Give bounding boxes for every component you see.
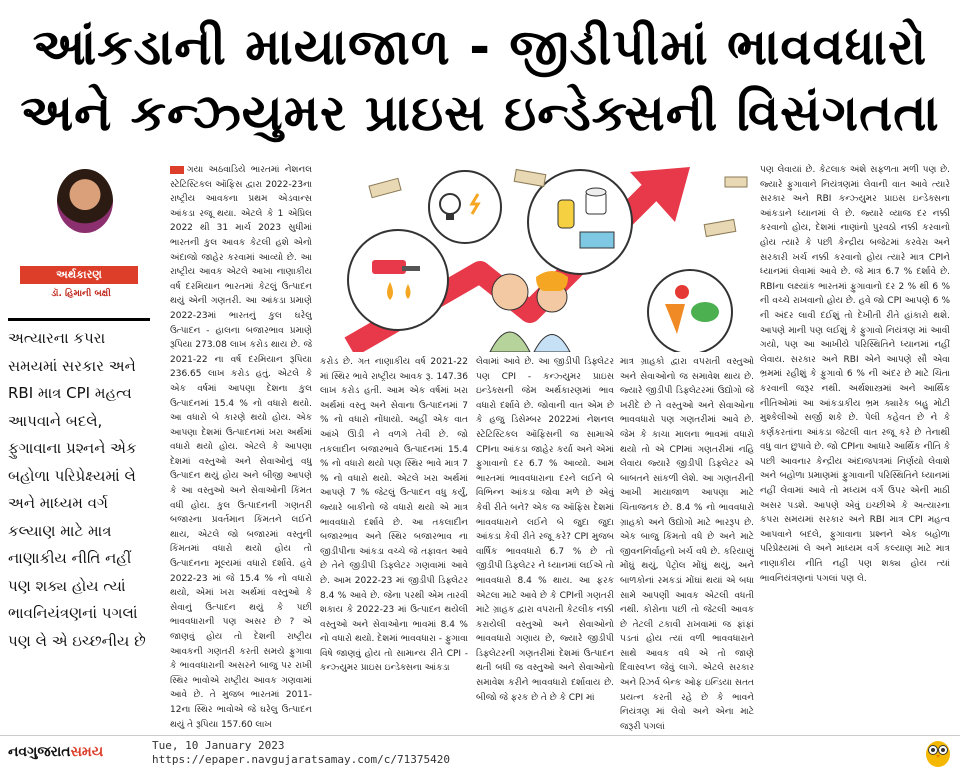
- article-column-5: પણ લેવાયાં છે. કેટલાક અંશે સફળતા મળી પણ છે. જ્યારે ફુગાવાને નિયંત્રણમાં લેવાની વાત આવે ત્યારે સરકાર અને RBI કન્ઝ્યુમર પ્રાઇસ ઇન્ડેક્સના આંકડાને ધ્યાનમાં લે છે. જ્યારે વ્યાજ દર નક્કી કરવાનો હોય, દેશમાં નાણાંનો પુરવઠો નક્કી કરવાનો હોય ત્યારે કે પછી કેન્દ્રીય બજેટમાં કરવેરા અને સરકારી ખર્ચ નક્કી કરવાનો હોય ત્યારે માત્ર CPIને ધ્યાનમાં લેવામાં આવે છે. જે માત્ર 6.7 % દર્શાવે છે. RBIના લક્ષ્યાંક ભારતમાં ફુગાવાનો દર 2 % થી 6 % ની વચ્ચે રાખવાનો હોય છે. હવે જો CPI આપણે 6 % ની અંદર લાવી દઈશું તો દેખીતી રીતે હાંકારો થશે. આપણે માની પણ લઈશું કે ફુગાવો નિયંત્રણ માં આવી ગયો, પણ આ આખીયે પરિસ્થિતિને ધ્યાનમાં નહીં લેવાય. સરકાર અને RBI એને આપણે સૌ એવા ભ્રમમાં રહીશું કે ફુગાવો 6 % ની અંદર છે માટે ચિંતા કરવાની જરૂર નથી. અર્થશાસ્ત્રમાં અને આર્થિક નીતિઓમાં આ આંકડાકીય ભ્રમ ક્યારેક બહુ મોટી મુશ્કેલીઓ સર્જી શકે છે. પેલી કહેવત છે ને કે કર્ણકરતાંના આંકડા જેટલી વાત રજૂ કરે છે તેનાથી વધુ વાત છુપાવે છે. જો CPIના આધારે આર્થિક નીતિ કે પછી આવનાર કેન્દ્રીય અંદાજપત્રમાં નિર્ણયો લેવાશે અને બહોળા પ્રમાણમાં ફુગાવાની પરિસ્થિતિને ધ્યાનમાં નહીં લેવામાં આવે તો મધ્યમ વર્ગ ઉપર એની માઠી અસર પડશે. આપણે એવું ઇચ્છીએ કે અત્યારના કપરા સમયમાં સરકાર અને RBI માત્ર CPI મહત્વ આપવાને બદલે, ફુગાવાના પ્રશ્નને એક બહોળા પરિપ્રેક્ષ્યમાં લે અને માધ્યમ વર્ગ કલ્યાણ માટે માત્ર નાણાકીય નીતિ નહીં પણ શક્ય હોય ત્યાં ભાવનિયંત્રણનાં પગલાં પણ લે.: [760, 165, 950, 584]
- article-column-2: કરોડ છે. ગત નાણાકીય વર્ષ 2021-22 માં સ્થિર ભાવે રાષ્ટ્રીય આવક રૂ. 147.36 લાખ કરોડ હતી. આમ એક વર્ષમાં ખરા અર્થમાં વસ્તુ અને સેવાના ઉત્પાદનમાં 7 % નો વધારો નોંધાયો. અહીં એક વાત આંખે ઊડી ને વળગે તેવી છે. જો તકલાદીન બજારભાવે ઉત્પાદનમાં 15.4 % નો વધારો થયો પણ સ્થિર ભાવે માત્ર 7 % નો વધારો થયો. એટલે ખરા અર્થમાં આપણે 7 % જેટલું ઉત્પાદન વધુ કર્યું, જ્યારે બાકીનો જે વધારો થયો એ માત્ર ભાવવધારો દર્શાવે છે. આ તકલાદીન બજારભાવ અને સ્થિર બજારભાવ ના જીડીપીના આંકડા વચ્ચે જે તફાવત આવે છે તેને જીડીપી ડિફ્લેટર ગણવામાં આવે છે. આમ 2022-23 માં જીડીપી ડિફ્લેટર 8.4 % આવે છે. જેના પરથી એમ તારવી શકાય કે 2022-23 માં ઉત્પાદન થયેલી વસ્તુઓ અને સેવાઓના ભાવમાં 8.4 % નો વધારો થયો. દેશમાં ભાવવધારા - ફુગાવા વિષે જાણવું હોય તો સામાન્ય રીતે CPI - કન્ઝ્યુમર પ્રાઇસ ઇન્ડેક્સના આંકડા: [320, 357, 468, 674]
- owl-mascot-icon: [922, 736, 954, 768]
- edition-url[interactable]: https://epaper.navgujaratsamay.com/c/71375420: [152, 753, 451, 766]
- logo-main-text: નવગુજરાત: [8, 744, 71, 760]
- edition-date: Tue, 10 January 2023: [152, 739, 285, 752]
- toilet-roll-icon: [586, 188, 606, 214]
- illustration: [330, 162, 750, 352]
- author-name: ડૉ. હિમાની બક્ષી: [51, 289, 111, 299]
- author-box: [12, 163, 150, 307]
- column-1-text: ગયા અઠવાડિયે ભારતમાં નેશનલ સ્ટેટિસ્ટિકલ ઑફિસ દ્વારા 2022-23ના રાષ્ટ્રીય આવકના પ્રથમ એડવાન્સ આંકડા રજૂ થયા. એટલે કે 1 એપ્રિલ 2022 થી 31 માર્ચ 2023 સુધીમાં ભારતની કુલ આવક કેટલી હશે એનો અંદાજો જાહેર કરવામાં આવ્યો છે. આ રાષ્ટ્રીય આવક એટલે આખા નાણાકીય વર્ષ દરમિયાન ભારતમાં કેટલું ઉત્પાદન થયું એની ગણતરી. આ આંકડા પ્રમાણે 2022-23માં ભારતનું કુલ ઘરેલુ ઉત્પાદન - હાલના બજારભાવ પ્રમાણે રૂપિયા 273.08 લાખ કરોડ થાય છે. જે 2021-22 ના વર્ષ દરમિયાન રૂપિયા 236.65 લાખ કરોડ હતું. એટલે કે એક વર્ષમાં આપણા દેશના કુલ ઉત્પાદનમાં 15.4 % નો વધારો થયો. આ વધારો બે કારણે થયો હોય. એક આપણા દેશમાં ઉત્પાદનમાં ખરા અર્થમાં વધારો થયો હોય. એટલે કે આપણા દેશમાં વસ્તુઓ અને સેવાઓનું વધુ ઉત્પાદન થયું હોય અને બીજી આપણે કે આ વસ્તુઓ અને સેવાઓની કિંમત વધી હોય. કુલ ઉત્પાદનની ગણતરી બજારના પ્રવર્તમાન કિંમતને લઈને થાય, એટલે જો બજારમાં વસ્તુની કિંમતમાં વધારો થયો હોય તો ઉત્પાદનના મૂલ્યમાં વધારો દર્શાવે. હવે 2022-23 માં જે 15.4 % નો વધારો થયો, એમાં ખરા અર્થમાં વસ્તુઓ કે સેવાનું ઉત્પાદન થયું કે પછી ભાવવધારાની પણ અસર છે ? એ જાણવું હોય તો દેશની રાષ્ટ્રીય આવકની ગણતરી કરતી સમયે ફુગાવા કે ભાવવધારાની અસરને બાજુ પર રાખી સ્થિર ભાવોએ રાષ્ટ્રીય આવક ગણવામાં આવે છે. તે મુજબ ભારતમાં 2011-12ના સ્થિર ભાવોએ જે ઘરેલુ ઉત્પાદન થયું તે રૂપિયા 157.60 લાખ: [170, 165, 312, 730]
- logo-accent-text: સમય: [70, 744, 104, 760]
- dropcap-marker: [170, 166, 184, 174]
- article-column-4: માત્ર ગ્રાહકો દ્વારા વપરાતી વસ્તુઓ અને સેવાઓનો જ સમાવેશ થાય છે. જ્યારે જીડીપી ડિફ્લેટરમાં ઉદ્યોગો જે ખરીદે છે તે વસ્તુઓ અને સેવાઓના ભાવવધારો પણ ગણતરીમાં આવે છે. જેમ કે કાચા માલના ભાવમાં વધારો થયો તો એ CPIમાં ગણતરીમાં નહિ લેવાય જ્યારે જીડીપી ડિફ્લેટર એ બાબતને સાંકળી લેશે. આ ગણતરીની આખી માયાજાળ આપણા માટે ચિંતાજનક છે. 8.4 % નો ભાવવધારો ગ્રાહકો અને ઉદ્યોગો માટે ભારરૂપ છે. એક બાજુ કિંમતો વધે છે અને માટે જીવનનિર્વાહનો ખર્ચ વધે છે. કરિયાણું મોંઘું થયું, પેટ્રોલ મોંઘું થયું, અને બાળકોનાં રમકડાં મોંઘાં થયાં એ બધા સામે આપણી આવક એટલી વધતી નથી. કોરોના પછી તો જેટલી આવક છે તેટલી ટકાવી રાખવામાં જ ફાંફાં પડતાં હોય ત્યાં વળી ભાવવધારાને સાથે આવક વધે એ તો જાણે દિવાસ્વપ્ન જેવું લાગે. એટલે સરકાર અને રિઝર્વ બેન્ક ઓફ ઇન્ડિયા સતત પ્રયત્ન કરતી રહે છે કે ભાવને નિયંત્રણ માં લેવો અને એના માટે જરૂરી પગલાં: [620, 357, 754, 732]
- article-column-1: [170, 163, 312, 743]
- headline-line-1: આંકડાની માયાજાળ - જીડીપીમાં ભાવવધારો: [32, 18, 928, 76]
- tissue-box-icon: [580, 232, 614, 248]
- headline: [0, 0, 960, 152]
- article-column-3: લેવામાં આવે છે. આ જીડીપી ડિફ્લેટર પણ CPI - કન્ઝ્યુમર પ્રાઇસ ઇન્ડેક્સની જેમ અર્થકારણમાં ભાવ વધારો દર્શાવે છે. જોવાની વાત એમ છે કે હજુ ડિસેમ્બર 2022માં નેશનલ સ્ટેટિસ્ટિકલ ઑફિસની જ સામાએ CPIના આંકડા જાહેર કર્યા અને એમાં ફુગાવાનો દર 6.7 % આવ્યો. આમ ભારતમાં ભાવવધારાના દરને લઈને બે વિભિન્ન આંકડા જોવા મળે છે એવું કેવી રીતે બને? એક જ ઑફિસ દેશમાં ભાવવધારાને લઈને બે જુદા જુદા આંકડા કેવી રીતે રજૂ કરે? CPI મુજબ વાર્ષિક ભાવવધારો 6.7 % છે તો જીડીપી ડિફ્લેટર ને ધ્યાનમાં લઈએ તો ભાવવધારો 8.4 % થાય. આ ફરક એટલા માટે આવે છે કે CPIની ગણતરી માટે ગ્રાહક દ્વારા વપરાતી કેટલીક નક્કી કરાયેલી વસ્તુઓ અને સેવાઓનો ભાવવધારો ગણાય છે, જ્યારે જીડીપી ડિફ્લેટરની ગણતરીમાં દેશમાં ઉત્પાદન થતી બધી જ વસ્તુઓ અને સેવાઓનો સમાવેશ કરીને ભાવવધારો દર્શાવાય છે. બીજો જે ફરક છે તે છે કે CPI માં: [476, 357, 614, 703]
- pullquote: અત્યારના કપરા સમયમાં સરકાર અને RBI માત્ર CPI મહત્વ આપવાને બદલે, ફુગાવાના પ્રશ્નને એક બહોળા પરિપ્રેક્ષ્યમાં લે અને માધ્યમ વર્ગ કલ્યાણ માટે માત્ર નાણાકીય નીતિ નહીં પણ શક્ય હોય ત્યાં ભાવનિયંત્રણનાં પગલાં પણ લે એ ઇચ્છનીય છે: [8, 318, 150, 735]
- author-photo: [57, 169, 113, 233]
- bottle-icon: [558, 200, 574, 228]
- publication-logo[interactable]: [8, 744, 103, 760]
- footer: [0, 735, 960, 770]
- headline-line-2: અને કન્ઝ્યુમર પ્રાઇસ ઇન્ડેક્સની વિસંગતતા: [20, 84, 940, 142]
- section-tag: અર્થકારણ: [20, 266, 138, 284]
